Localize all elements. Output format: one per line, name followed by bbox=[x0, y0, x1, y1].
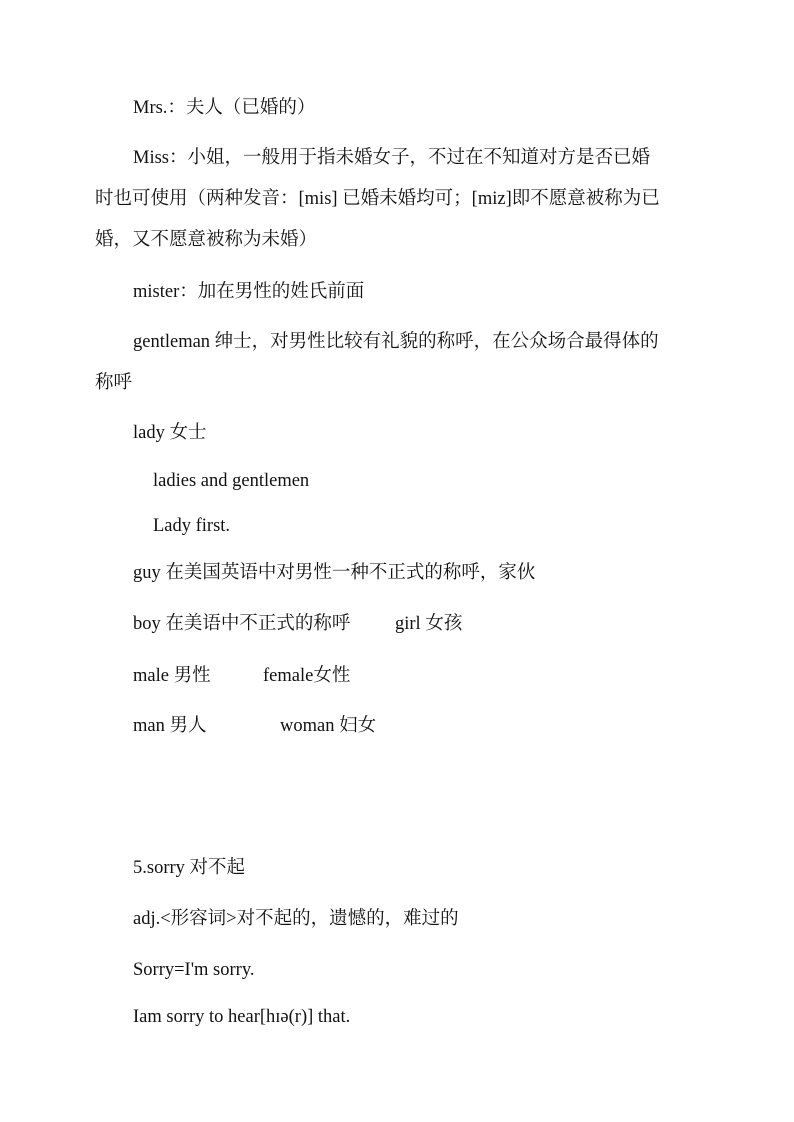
line-miss-2: 时也可使用（两种发音：[mis] 已婚未婚均可；[miz]即不愿意被称为已 bbox=[95, 189, 660, 209]
line-lady-first: Lady first. bbox=[153, 516, 231, 536]
line-guy: guy 在美国英语中对男性一种不正式的称呼，家伙 bbox=[133, 563, 536, 583]
line-woman: woman 妇女 bbox=[280, 716, 377, 736]
line-miss-3: 婚，又不愿意被称为未婚） bbox=[95, 230, 318, 250]
line-sorry-hear: Iam sorry to hear[hɪə(r)] that. bbox=[133, 1007, 351, 1027]
line-ladies-and-gentlemen: ladies and gentlemen bbox=[153, 471, 310, 491]
line-mister: mister：加在男性的姓氏前面 bbox=[133, 282, 365, 302]
line-man: man 男人 bbox=[133, 716, 207, 736]
line-female: female女性 bbox=[263, 666, 351, 686]
line-girl: girl 女孩 bbox=[395, 614, 463, 634]
line-gentleman-2: 称呼 bbox=[95, 373, 133, 393]
line-mrs: Mrs.：夫人（已婚的） bbox=[133, 98, 316, 118]
line-lady: lady 女士 bbox=[133, 423, 207, 443]
line-miss-1: Miss：小姐，一般用于指未婚女子，不过在不知道对方是否已婚 bbox=[133, 148, 650, 168]
line-adj: adj.<形容词>对不起的，遗憾的，难过的 bbox=[133, 909, 459, 929]
line-sorry-equal: Sorry=I'm sorry. bbox=[133, 960, 255, 980]
line-boy: boy 在美语中不正式的称呼 bbox=[133, 614, 351, 634]
line-gentleman-1: gentleman 绅士，对男性比较有礼貌的称呼，在公众场合最得体的 bbox=[133, 332, 659, 352]
section-heading-sorry: 5.sorry 对不起 bbox=[133, 858, 246, 878]
line-male: male 男性 bbox=[133, 666, 211, 686]
